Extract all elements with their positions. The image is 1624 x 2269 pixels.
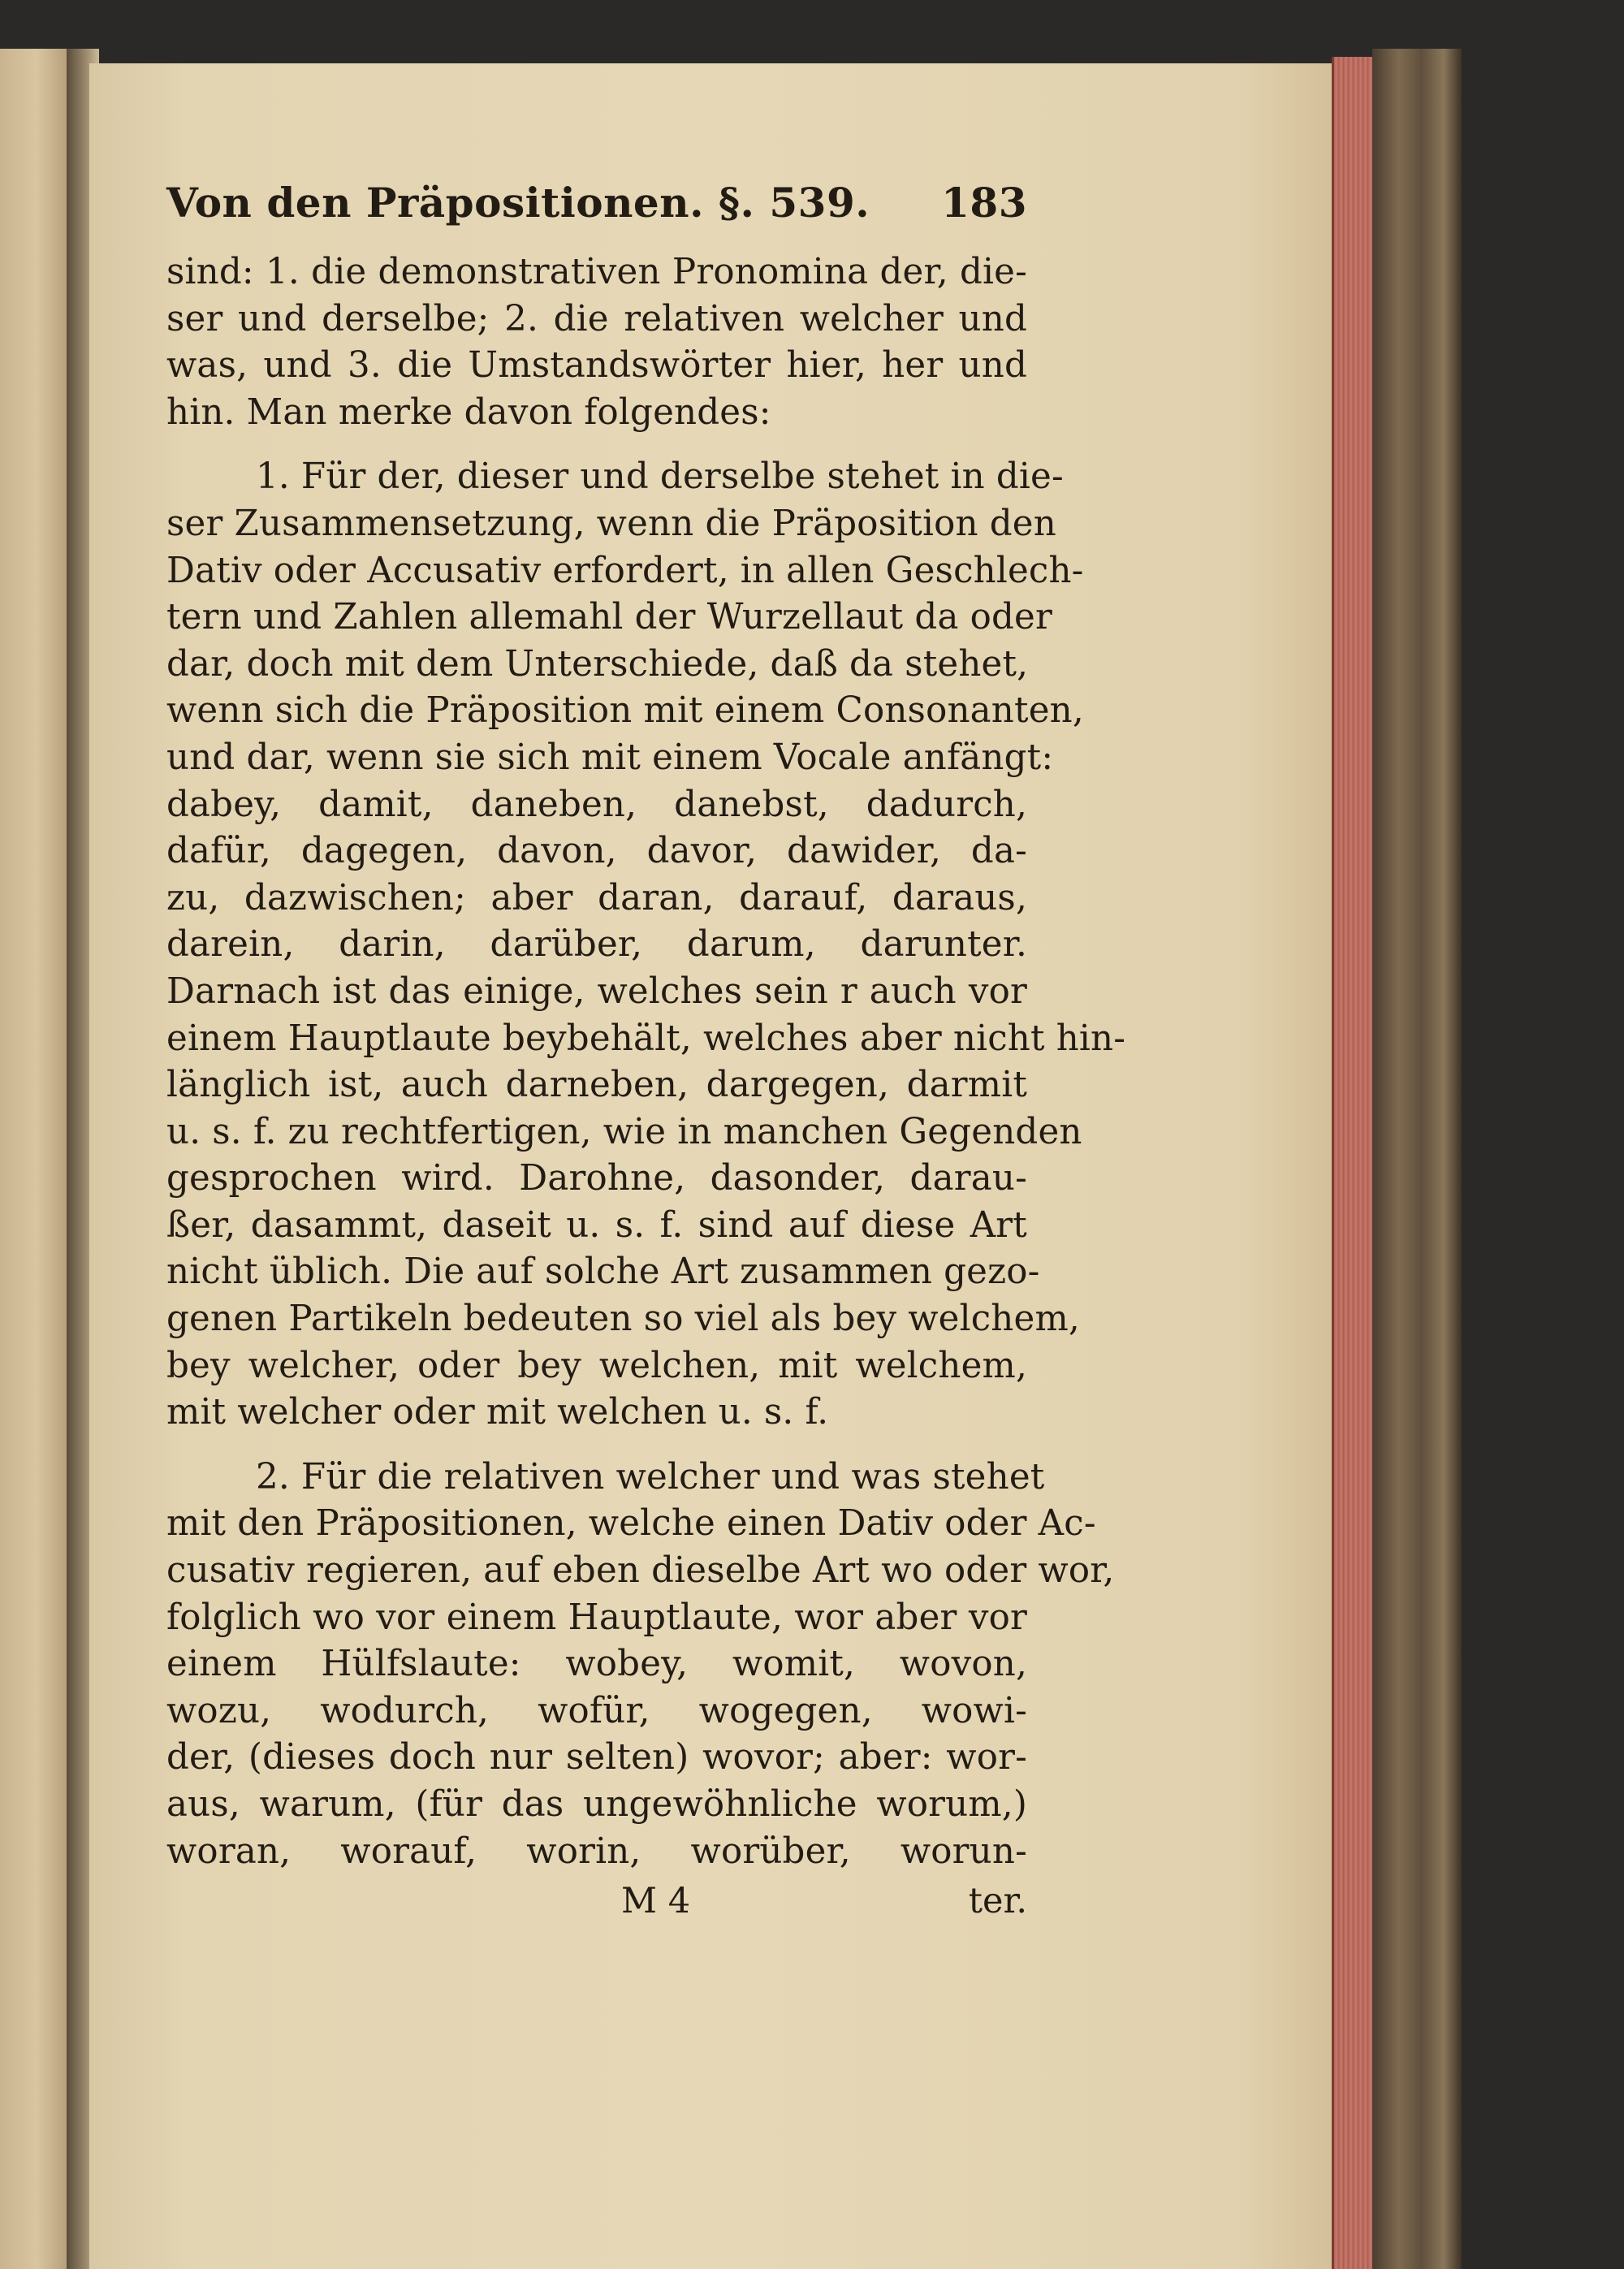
text-line: zu, dazwischen; aber daran, darauf, daraus, <box>166 877 1027 918</box>
text-line: ser Zusammensetzung, wenn die Präposition den <box>166 503 1056 544</box>
text-line: 2. Für die relativen welcher und was stehet <box>256 1456 1045 1498</box>
text-line: der, (dieses doch nur selten) wovor; aber: wor- <box>166 1737 1027 1778</box>
paragraph-intro <box>166 249 1027 436</box>
text-line: ßer, dasammt, daseit u. s. f. sind auf diese Art <box>166 1204 1027 1246</box>
paragraph-2 <box>166 1454 1115 1875</box>
text-line: und dar, wenn sie sich mit einem Vocale anfängt: <box>166 737 1054 778</box>
text-line: dabey, damit, daneben, danebst, dadurch, <box>166 784 1027 825</box>
page-number: 183 <box>941 179 1027 227</box>
text-line: dafür, dagegen, davon, davor, dawider, da- <box>166 831 1027 872</box>
text-line: Dativ oder Accusativ erfordert, in allen Geschlech- <box>166 550 1084 591</box>
paragraph-gap <box>166 1437 1027 1454</box>
text-line: länglich ist, auch darneben, dargegen, darmit <box>166 1065 1027 1106</box>
text-line: mit welcher oder mit welchen u. s. f. <box>166 1392 829 1433</box>
facing-page-edge <box>0 49 69 2269</box>
text-line: was, und 3. die Umstandswörter hier, her und <box>166 345 1027 387</box>
paragraph-1 <box>166 454 1126 1436</box>
text-line: bey welcher, oder bey welchen, mit welchem, <box>166 1345 1027 1386</box>
text-line: wenn sich die Präposition mit einem Consonanten, <box>166 690 1084 732</box>
text-line: dar, doch mit dem Unterschiede, daß da stehet, <box>166 643 1029 685</box>
text-line: Darnach ist das einige, welches sein r auch vor <box>166 970 1027 1012</box>
text-line: gesprochen wird. Darohne, dasonder, darau- <box>166 1158 1027 1199</box>
text-line: woran, worauf, worin, worüber, worun- <box>166 1830 1027 1872</box>
running-header <box>166 179 1027 227</box>
text-line: nicht üblich. Die auf solche Art zusammen gezo- <box>166 1251 1040 1293</box>
red-page-edges <box>1332 57 1375 2269</box>
text-line: sind: 1. die demonstrativen Pronomina der, die- <box>166 252 1027 292</box>
page-text <box>166 179 1126 1925</box>
text-line: genen Partikeln bedeuten so viel als bey welchem, <box>166 1299 1080 1340</box>
signature-mark: M 4 <box>621 1881 691 1922</box>
text-line: u. s. f. zu rechtfertigen, wie in manchen Gegenden <box>166 1111 1082 1152</box>
page-footer <box>166 1878 1027 1925</box>
text-line: einem Hülfslaute: wobey, womit, wovon, <box>166 1644 1027 1685</box>
text-line: hin. Man merke davon folgendes: <box>166 391 771 433</box>
text-line: mit den Präpositionen, welche einen Dativ oder Ac- <box>166 1503 1096 1545</box>
paragraph-gap <box>166 436 1027 454</box>
text-line: ser und derselbe; 2. die relativen welcher und <box>166 298 1027 339</box>
text-line: 1. Für der, dieser und derselbe stehet in die- <box>256 456 1064 498</box>
text-line: tern und Zahlen allemahl der Wurzellaut da oder <box>166 597 1052 638</box>
running-title: Von den Präpositionen. §. 539. <box>166 179 870 227</box>
text-line: cusativ regieren, auf eben dieselbe Art wo oder wor, <box>166 1550 1115 1592</box>
text-line: aus, warum, (für das ungewöhnliche worum,) <box>166 1784 1027 1825</box>
marbled-cover <box>1372 49 1462 2269</box>
text-line: wozu, wodurch, wofür, wogegen, wowi- <box>166 1690 1027 1731</box>
text-line: einem Hauptlaute beybehält, welches aber nicht hin- <box>166 1018 1126 1059</box>
text-line: darein, darin, darüber, darum, darunter. <box>166 924 1027 966</box>
text-line: folglich wo vor einem Hauptlaute, wor aber vor <box>166 1597 1027 1638</box>
catchword: ter. <box>968 1881 1027 1922</box>
